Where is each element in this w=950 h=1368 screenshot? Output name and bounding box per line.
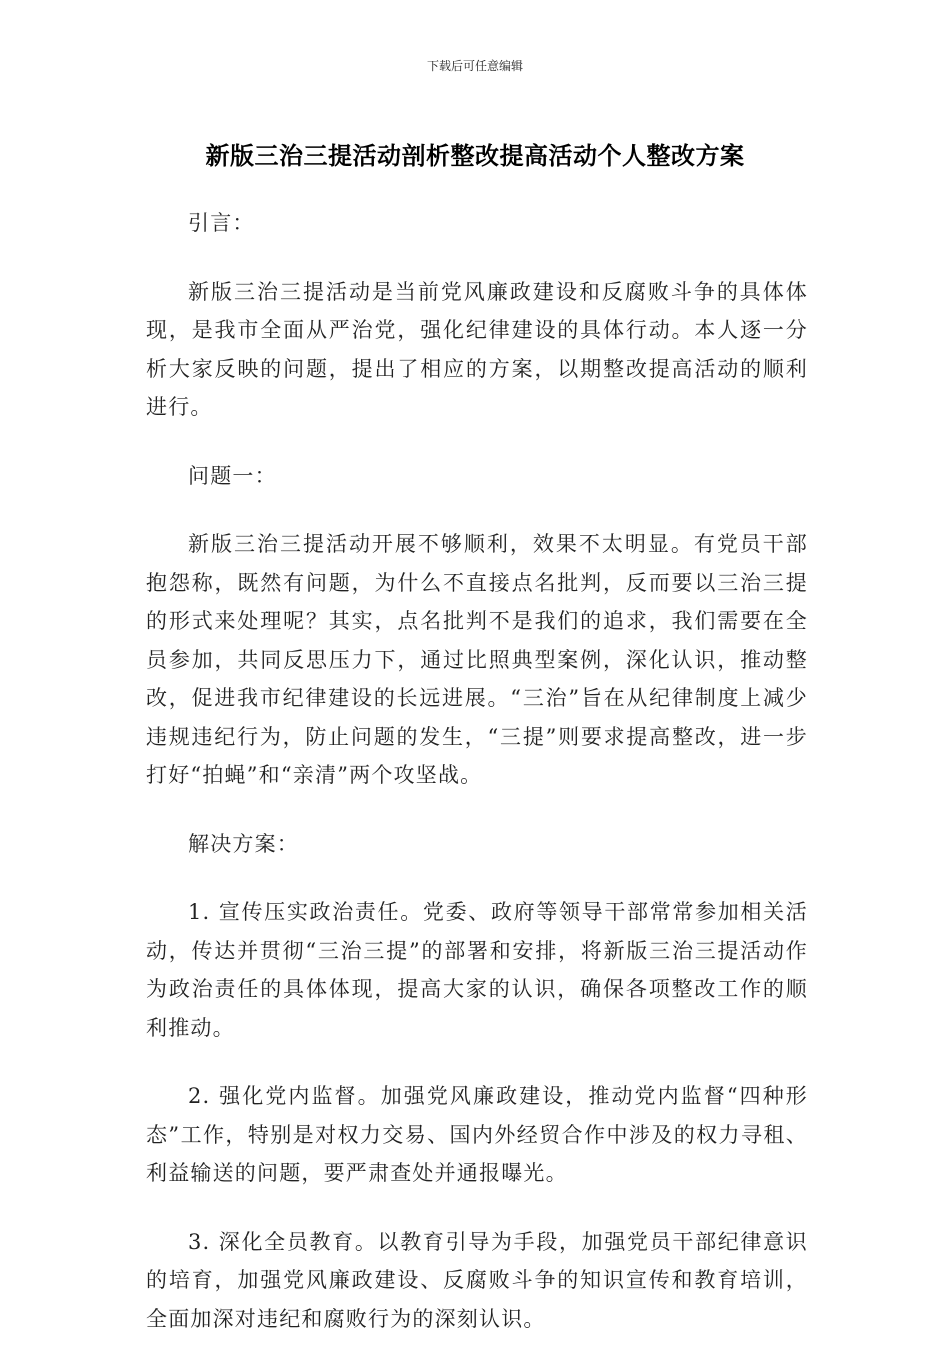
- intro-paragraph: 新版三治三提活动是当前党风廉政建设和反腐败斗争的具体体现，是我市全面从严治党，强化纪律建设的具体行动。本人逐一分析大家反映的问题，提出了相应的方案，以期整改提高活动的顺利进行。: [146, 279, 808, 419]
- intro-label: 引言：: [188, 211, 255, 235]
- document-body: [146, 204, 808, 1368]
- solution-item-1: 1. 宣传压实政治责任。党委、政府等领导干部常常参加相关活动，传达并贯彻“三治三提”的部署和安排，将新版三治三提活动作为政治责任的具体体现，提高大家的认识，确保各项整改工作的顺利推动。: [146, 900, 808, 1040]
- problem-label: 问题一：: [188, 463, 277, 488]
- solution-item-2: 2. 强化党内监督。加强党风廉政建设，推动党内监督“四种形态”工作，特别是对权力交易、国内外经贸合作中涉及的权力寻租、利益输送的问题，要严肃查处并通报曝光。: [146, 1084, 808, 1185]
- solution-item-3: 3. 深化全员教育。以教育引导为手段，加强党员干部纪律意识的培育，加强党风廉政建设、反腐败斗争的知识宣传和教育培训，全面加深对违纪和腐败行为的深刻认识。: [146, 1229, 808, 1331]
- document-title: 新版三治三提活动剖析整改提高活动个人整改方案: [205, 142, 745, 170]
- problem-paragraph: 新版三治三提活动开展不够顺利，效果不太明显。有党员干部抱怨称，既然有问题，为什么不直接点名批判，反而要以三治三提的形式来处理呢？其实，点名批判不是我们的追求，我们需要在全员参加，共同反思压力下，通过比照典型案例，深化认识，推动整改，促进我市纪律建设的长远进展。“三治”旨在从纪律制度上减少违规违纪行为，防止问题的发生，“三提”则要求提高整改，进一步打好“拍蝇”和“亲清”两个攻坚战。: [146, 532, 808, 787]
- download-note: 下载后可任意编辑: [426, 59, 523, 73]
- solution-label: 解决方案：: [188, 831, 299, 856]
